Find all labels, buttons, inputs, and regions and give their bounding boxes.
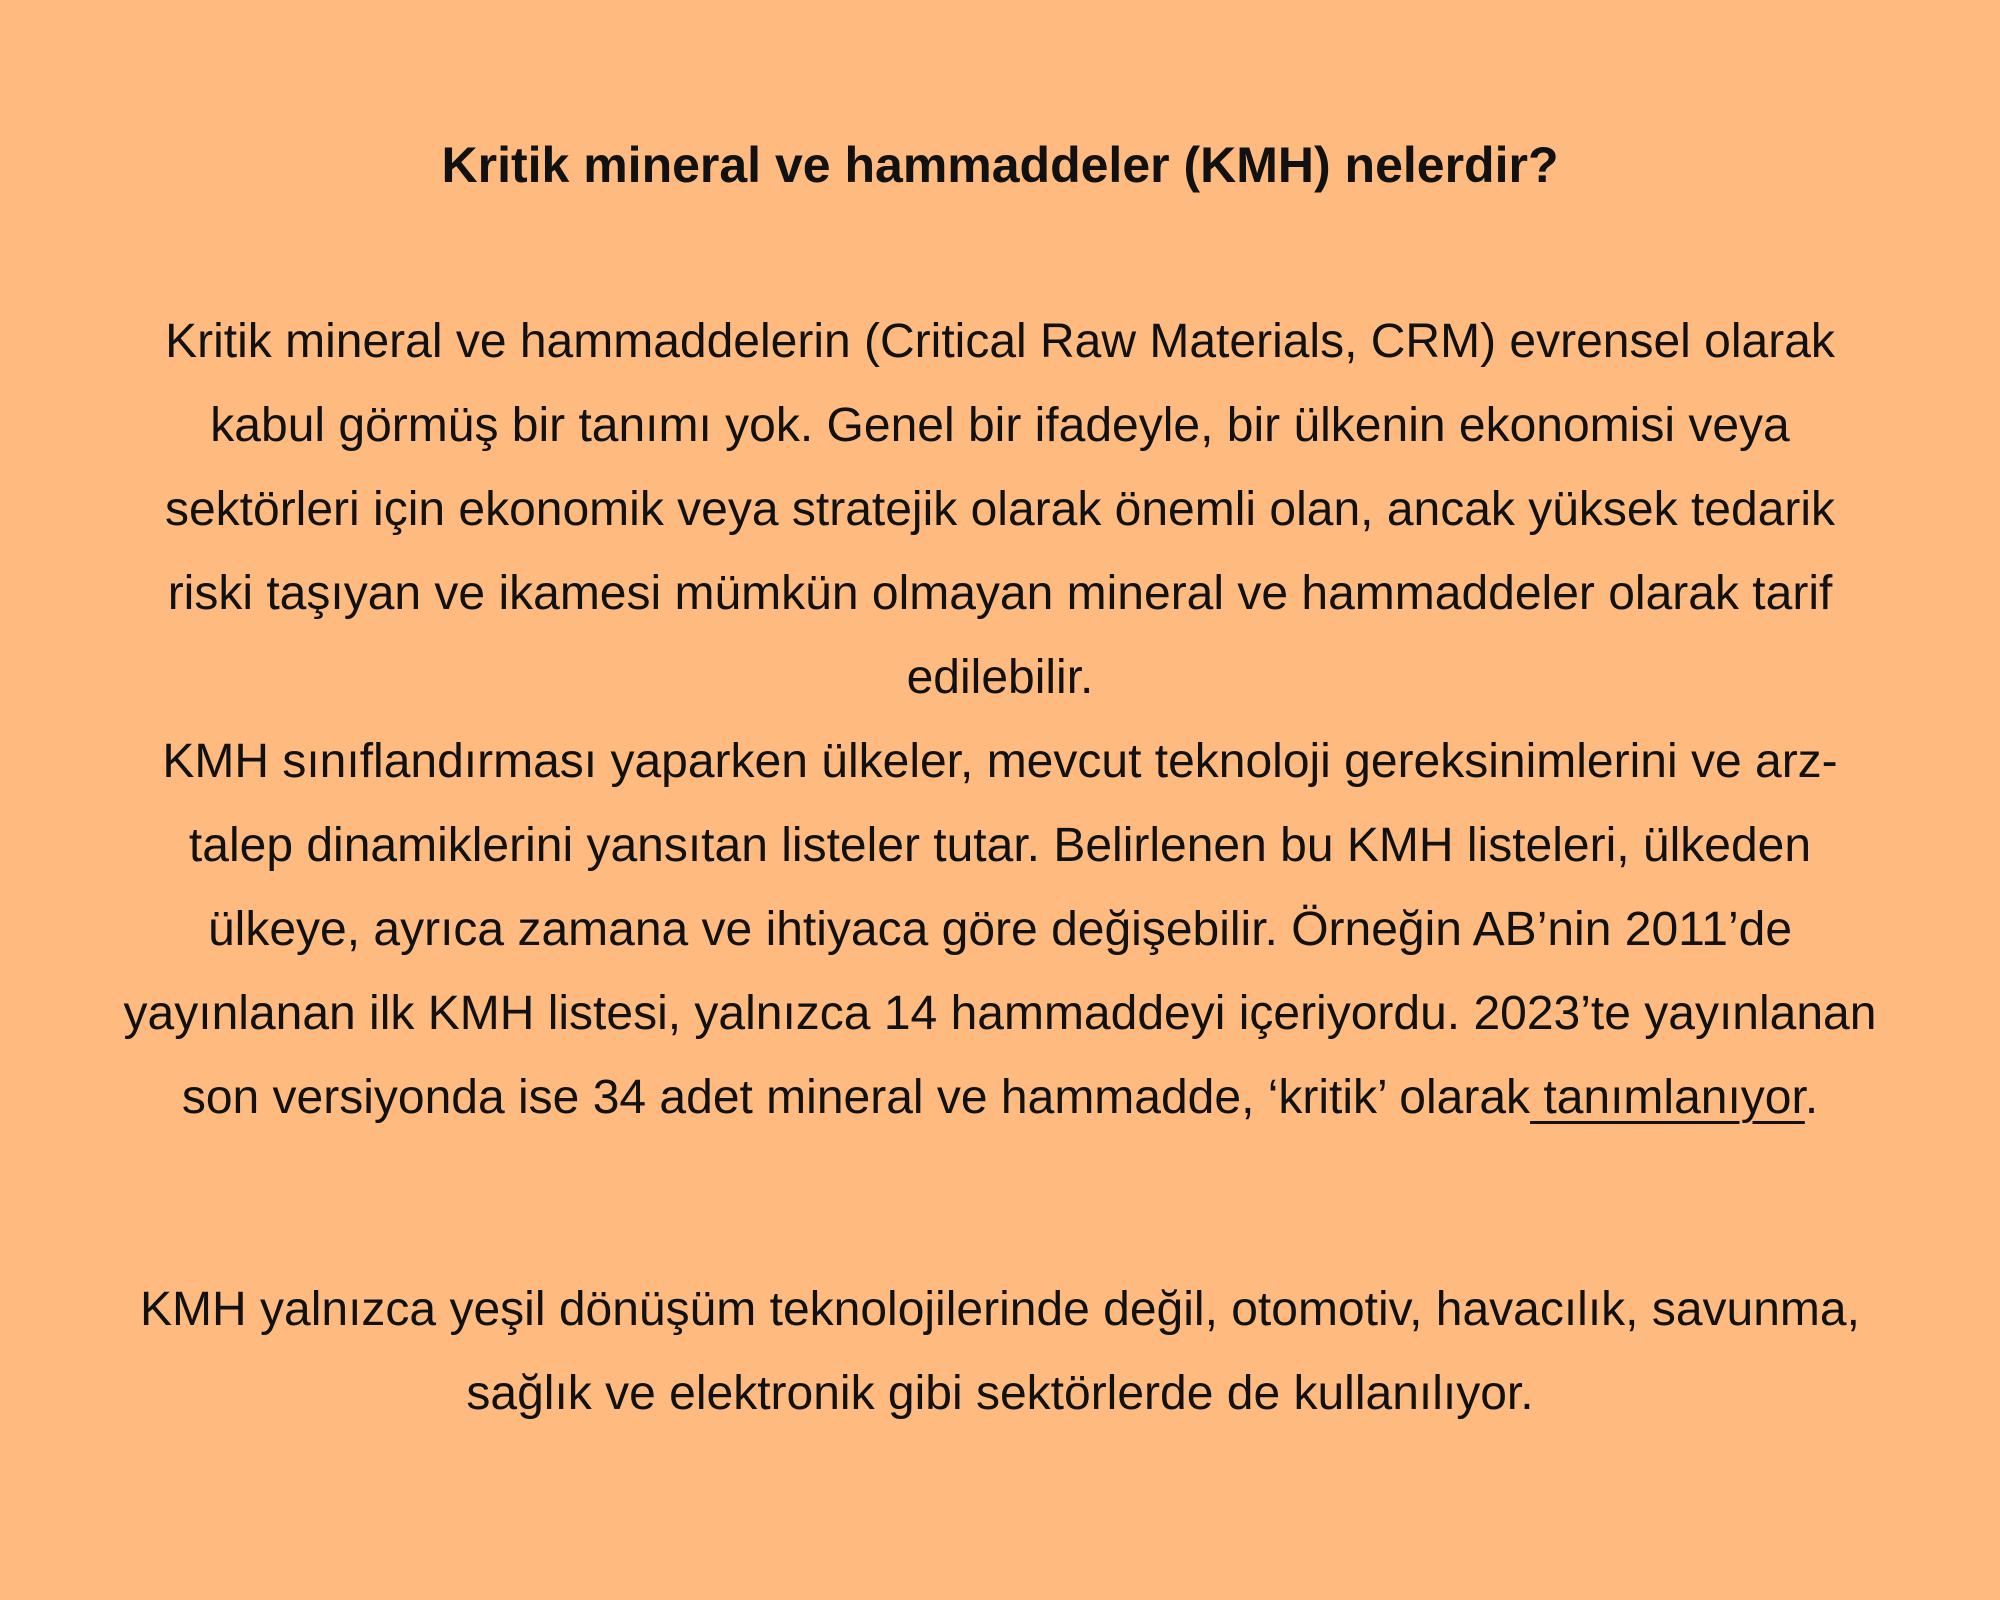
last-line-text: son versiyonda ise 34 adet mineral ve hammadde, ‘kritik’ olarak — [181, 1071, 1531, 1124]
paragraph-line: ülkeye, ayrıca zamana ve ihtiyaca göre değişebilir. Örneğin AB’nin 2011’de — [207, 903, 1793, 956]
paragraph-classification — [110, 720, 1890, 1140]
paragraph-line: Kritik mineral ve hammaddelerin (Critical Raw Materials, CRM) evrensel olarak — [165, 315, 1835, 368]
paragraph-line: sağlık ve elektronik gibi sektörlerde de kullanılıyor. — [466, 1367, 1534, 1420]
last-line-period: . — [1804, 1071, 1819, 1124]
paragraph-line: edilebilir. — [906, 651, 1094, 704]
paragraph-sectors — [110, 1268, 1890, 1436]
paragraph-line: KMH sınıflandırması yaparken ülkeler, mevcut teknoloji gereksinimlerini ve arz- — [162, 735, 1838, 788]
page-title: Kritik mineral ve hammaddeler (KMH) nelerdir? — [441, 137, 1559, 193]
paragraph-line: KMH yalnızca yeşil dönüşüm teknolojilerinde değil, otomotiv, havacılık, savunma, — [140, 1283, 1860, 1336]
tanimlaniyor-link[interactable]: tanımlanıyor — [1530, 1071, 1805, 1124]
paragraph-line: kabul görmüş bir tanımı yok. Genel bir ifadeyle, bir ülkenin ekonomisi veya — [210, 399, 1790, 452]
paragraph-last-line — [110, 1056, 1890, 1140]
paragraph-line: sektörleri için ekonomik veya stratejik olarak önemli olan, ancak yüksek tedarik — [164, 483, 1836, 536]
paragraph-definition — [110, 300, 1890, 720]
paragraph-line: riski taşıyan ve ikamesi mümkün olmayan mineral ve hammaddeler olarak tarif — [167, 567, 1833, 620]
paragraph-line: yayınlanan ilk KMH listesi, yalnızca 14 hammaddeyi içeriyordu. 2023’te yayınlanan — [123, 987, 1877, 1040]
paragraph-line: talep dinamiklerini yansıtan listeler tutar. Belirlenen bu KMH listeleri, ülkeden — [188, 819, 1812, 872]
